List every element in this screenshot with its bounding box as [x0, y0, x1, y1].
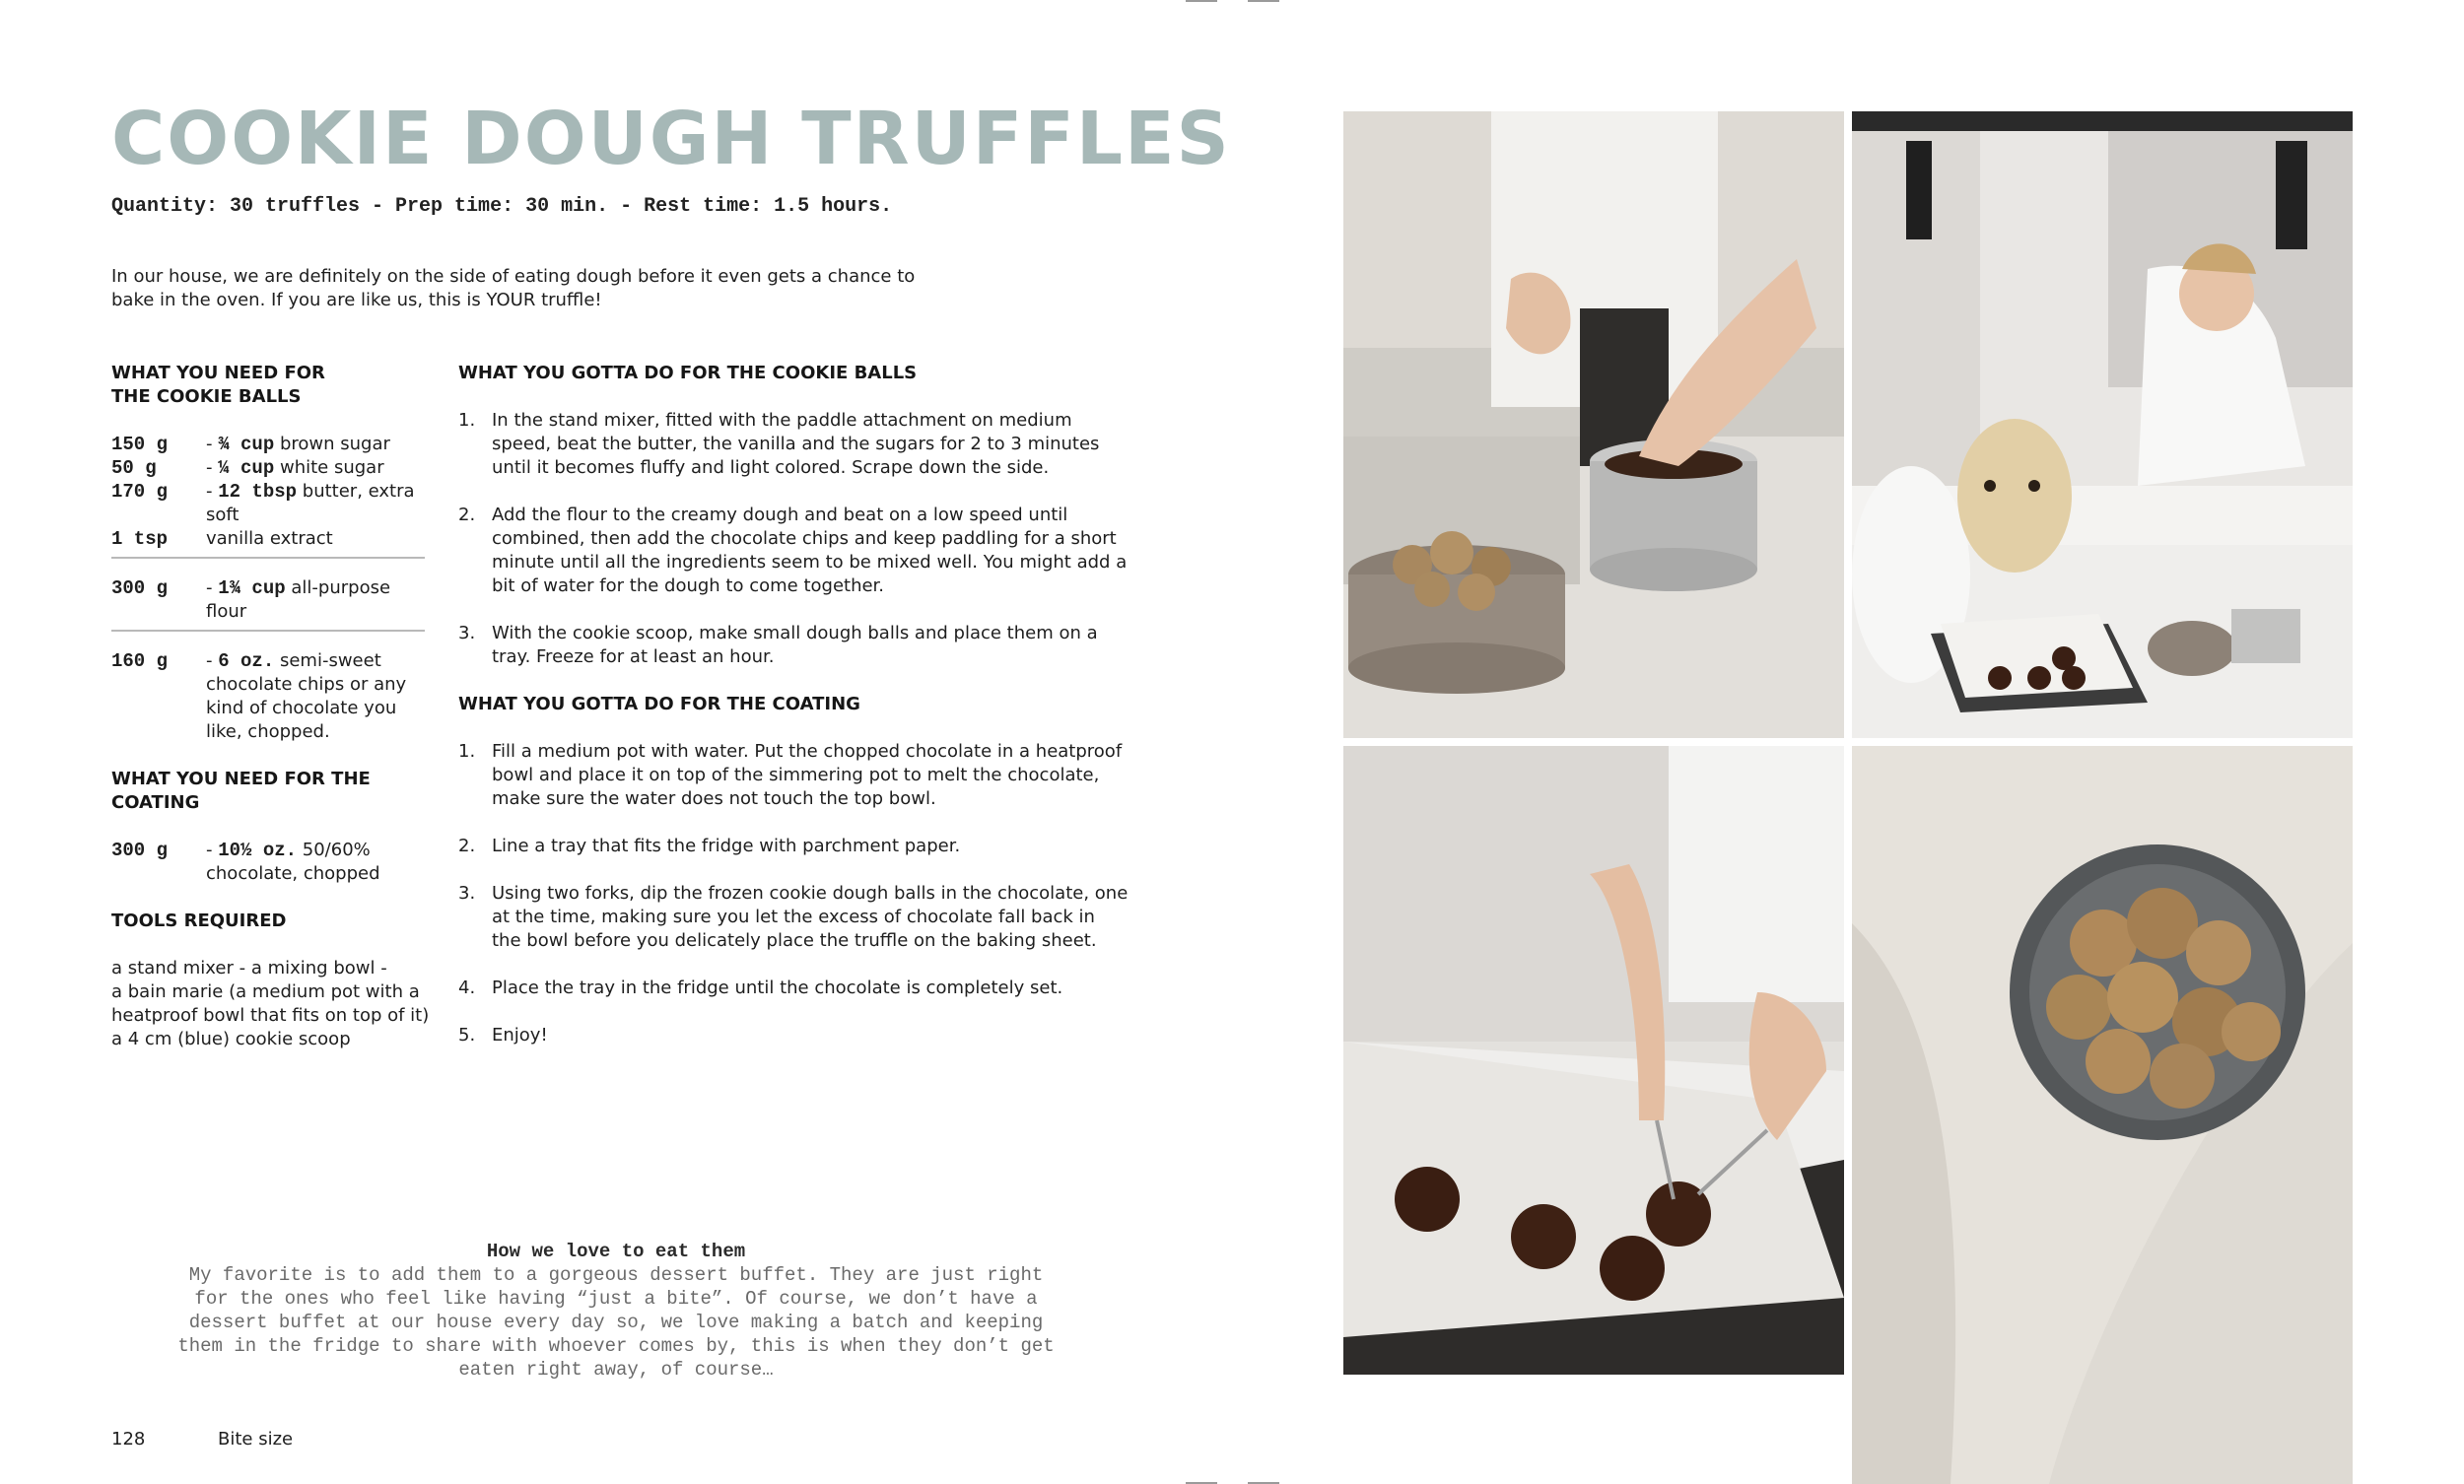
cookie-steps-heading: WHAT YOU GOTTA DO FOR THE COOKIE BALLS [458, 363, 918, 383]
cookie-ingredients-heading: WHAT YOU NEED FOR THE COOKIE BALLS [111, 363, 325, 407]
ingredient-row: 150 g - ¾ cup brown sugar [111, 434, 390, 455]
section-name: Bite size [218, 1429, 294, 1450]
ingredient-row: 300 g - 1¾ cup all-purpose flour [111, 577, 391, 622]
photo-kitchen-with-dog [1852, 111, 2353, 738]
ingredient-amount: 300 g [111, 840, 169, 861]
step-item: 1. Fill a medium pot with water. Put the chopped chocolate in a heatproof bowl and place it on top of the simmering pot to melt the chocolate, make sure the water does not touch the top bowl. [458, 741, 1123, 809]
ingredient-row: 170 g - 12 tbsp butter, extra soft [111, 481, 415, 525]
ingredient-name: semi-sweet chocolate chips or any kind of chocolate you like, chopped. [206, 650, 407, 742]
tools-list: a stand mixer - a mixing bowl - a bain marie (a medium pot with a heatproof bowl that fits on top of it) a 4 cm (blue) cookie scoop [111, 958, 430, 1049]
photo-scooping-dough [1343, 111, 1844, 738]
ingredient-measure: 12 tbsp [218, 481, 298, 503]
step-item: 1. In the stand mixer, fitted with the paddle attachment on medium speed, beat the butter, the vanilla and the sugars for 2 to 3 minutes until it becomes fluffy and light colored. Scrape down the side. [458, 410, 1100, 478]
serving-note-title: How we love to eat them [486, 1241, 746, 1262]
ingredient-group [111, 433, 425, 559]
ingredient-amount: 300 g [111, 577, 169, 599]
page-title: COOKIE DOUGH TRUFFLES [111, 97, 1231, 181]
page-number: 128 [111, 1429, 146, 1450]
photo-dipping-truffles [1343, 746, 1844, 1375]
ingredient-measure: 6 oz. [218, 650, 275, 672]
ingredient-name: butter, extra soft [206, 481, 415, 525]
step-item: 3. Using two forks, dip the frozen cookie dough balls in the chocolate, one at the time, making sure you let the excess of chocolate fall back in the bowl before you delicately place the truffle on the baking sheet. [458, 883, 1129, 951]
crop-mark [1248, 0, 1279, 2]
ingredient-name: brown sugar [279, 434, 390, 454]
coating-steps-list [458, 740, 1129, 1047]
ingredient-amount: 1 tsp [111, 528, 169, 550]
ingredient-amount: 50 g [111, 457, 157, 479]
coating-ingredients-heading: WHAT YOU NEED FOR THE COATING [111, 769, 371, 813]
cookie-steps-list [458, 409, 1129, 669]
ingredient-name: white sugar [279, 457, 384, 478]
ingredient-measure: ¼ cup [218, 457, 275, 479]
serving-note-text: My favorite is to add them to a gorgeous dessert buffet. They are just right for the ones who feel like having “just a bite”. Of course, we don’t have a dessert buffet at our house every day so, we love making a batch and keeping them in the fridge to share with whoever comes by, this is when they don’t get eaten right away, of course… [177, 1264, 1055, 1381]
quantity-line: Quantity: 30 truffles - Prep time: 30 min. - Rest time: 1.5 hours. [111, 195, 893, 218]
coating-steps-heading: WHAT YOU GOTTA DO FOR THE COATING [458, 694, 860, 714]
step-item: 2. Add the flour to the creamy dough and beat on a low speed until combined, then add the chocolate chips and keep paddling for a short minute until all the ingredients seem to be mixed well. You might add a bit of water for the dough to come together. [458, 505, 1128, 596]
instructions-column [458, 362, 1129, 1071]
ingredient-measure: 1¾ cup [218, 577, 286, 599]
ingredient-amount: 160 g [111, 650, 169, 672]
ingredient-row [111, 527, 425, 551]
serving-note [177, 1240, 1055, 1382]
step-item: 3. With the cookie scoop, make small dough balls and place them on a tray. Freeze for at least an hour. [458, 623, 1098, 667]
crop-mark [1186, 0, 1217, 2]
ingredient-group [111, 576, 425, 632]
ingredient-group [111, 649, 425, 744]
ingredient-name: 50/60% chocolate, chopped [206, 840, 380, 884]
ingredient-row: 160 g - 6 oz. semi-sweet chocolate chips or any kind of chocolate you like, chopped. [111, 650, 407, 742]
ingredient-name: all-purpose flour [206, 577, 391, 622]
intro-paragraph: In our house, we are definitely on the side of eating dough before it even gets a chance to bake in the oven. If you are like us, this is YOUR truffle! [111, 266, 916, 310]
ingredient-name: vanilla extract [206, 528, 333, 549]
step-item: 2. Line a tray that fits the fridge with parchment paper. [458, 836, 961, 856]
ingredient-measure: ¾ cup [218, 434, 275, 455]
ingredients-column [111, 362, 430, 1051]
ingredient-row: 50 g - ¼ cup white sugar [111, 457, 384, 479]
tools-heading: TOOLS REQUIRED [111, 911, 287, 931]
step-item: 4. Place the tray in the fridge until the chocolate is completely set. [458, 978, 1063, 998]
photo-dough-balls-bowl [1852, 746, 2353, 1484]
ingredient-row: 300 g - 10½ oz. 50/60% chocolate, chopped [111, 840, 380, 884]
ingredient-amount: 170 g [111, 481, 169, 503]
ingredient-amount: 150 g [111, 434, 169, 455]
step-item: 5. Enjoy! [458, 1025, 548, 1046]
ingredient-measure: 10½ oz. [218, 840, 298, 861]
